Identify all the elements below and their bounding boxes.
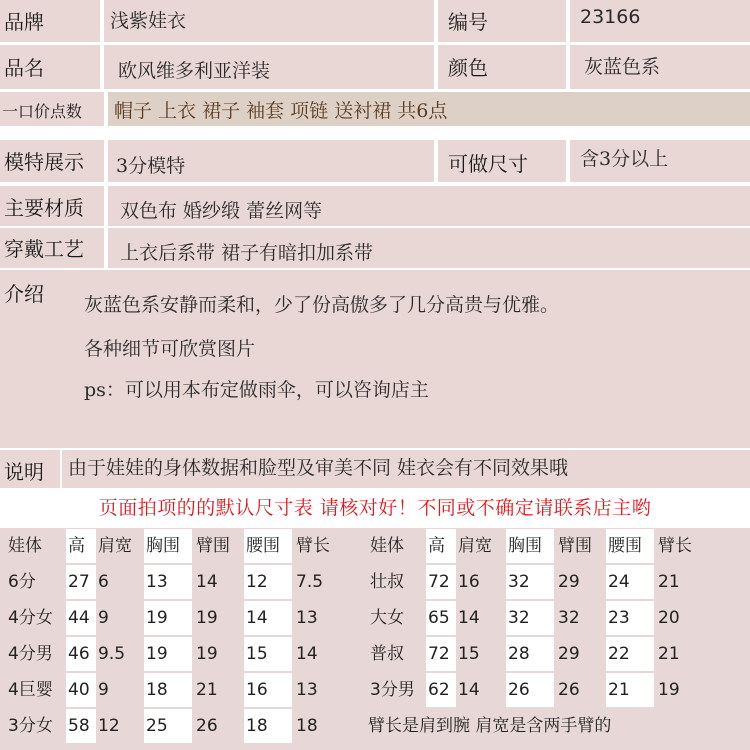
size-table <box>0 528 750 750</box>
color-value: 灰蓝色系 <box>570 45 750 89</box>
right-header-cell: 娃体 <box>370 536 404 556</box>
left-row-cell: 9.5 <box>98 644 126 664</box>
left-row-cell: 15 <box>244 637 292 671</box>
right-row-cell: 28 <box>506 637 554 671</box>
table-footnote: 臂长是肩到腕 肩宽是含两手臂的 <box>368 716 612 736</box>
price-label: 一口价点数 <box>0 92 104 126</box>
intro-line-2: 各种细节可欣赏图片 <box>84 338 256 360</box>
size-notice: 页面拍项的的默认尺寸表 请核对好！不同或不确定请联系店主哟 <box>98 497 652 519</box>
left-row-cell: 26 <box>196 716 218 736</box>
code-label: 编号 <box>438 0 566 42</box>
left-row-cell: 19 <box>196 608 218 628</box>
left-row-cell: 3分女 <box>8 716 53 736</box>
left-row-cell: 9 <box>98 680 109 700</box>
name-value: 欧风维多利亚洋装 <box>104 45 434 89</box>
left-row-cell: 14 <box>296 644 318 664</box>
left-row-cell: 18 <box>296 716 318 736</box>
right-row-cell: 21 <box>658 572 680 592</box>
note-value: 由于娃娃的身体数据和脸型及审美不同 娃衣会有不同效果哦 <box>62 450 750 488</box>
left-header-cell: 胸围 <box>144 529 192 563</box>
left-row-cell: 12 <box>244 565 292 599</box>
right-row-cell: 3分男 <box>370 680 415 700</box>
right-header-cell: 腰围 <box>606 529 654 563</box>
wear-value: 上衣后系带 裙子有暗扣加系带 <box>108 228 750 268</box>
left-row-cell: 12 <box>98 716 120 736</box>
left-header-cell: 臂围 <box>196 536 230 556</box>
left-row-cell: 7.5 <box>296 572 324 592</box>
model-label: 模特展示 <box>0 140 104 182</box>
left-row-cell: 19 <box>144 637 192 671</box>
left-row-cell: 16 <box>244 673 292 707</box>
right-row-cell: 19 <box>658 680 680 700</box>
intro-line-3: ps：可以用本布定做雨伞，可以咨询店主 <box>84 379 429 401</box>
left-row-cell: 4分女 <box>8 608 53 628</box>
right-row-cell: 65 <box>426 601 456 635</box>
intro-line-1: 灰蓝色系安静而柔和，少了份高傲多了几分高贵与优雅。 <box>84 294 560 316</box>
left-header-cell: 腰围 <box>244 529 292 563</box>
left-row-cell: 40 <box>66 673 96 707</box>
right-row-cell: 大女 <box>370 608 404 628</box>
right-row-cell: 32 <box>506 565 554 599</box>
left-row-cell: 6分 <box>8 572 36 592</box>
right-row-cell: 72 <box>426 637 456 671</box>
left-row-cell: 4巨婴 <box>8 680 53 700</box>
material-value: 双色布 婚纱缎 蕾丝网等 <box>108 186 750 226</box>
left-row-cell: 13 <box>296 608 318 628</box>
right-row-cell: 62 <box>426 673 456 707</box>
right-header-cell: 臂长 <box>658 536 692 556</box>
right-row-cell: 24 <box>606 565 654 599</box>
right-row-cell: 23 <box>606 601 654 635</box>
left-header-cell: 高 <box>66 529 96 563</box>
right-row-cell: 26 <box>506 673 554 707</box>
brand-label: 品牌 <box>0 0 100 42</box>
right-header-cell: 肩宽 <box>458 536 492 556</box>
code-value: 23166 <box>570 0 750 42</box>
left-header-cell: 肩宽 <box>98 536 132 556</box>
right-row-cell: 72 <box>426 565 456 599</box>
right-row-cell: 15 <box>458 644 480 664</box>
right-row-cell: 22 <box>606 637 654 671</box>
right-row-cell: 32 <box>558 608 580 628</box>
right-row-cell: 14 <box>458 608 480 628</box>
left-row-cell: 58 <box>66 709 96 743</box>
right-header-cell: 臂围 <box>558 536 592 556</box>
size-label: 可做尺寸 <box>438 140 566 182</box>
right-header-cell: 胸围 <box>506 529 554 563</box>
left-row-cell: 18 <box>244 709 292 743</box>
left-row-cell: 4分男 <box>8 644 53 664</box>
left-row-cell: 13 <box>296 680 318 700</box>
intro-label: 介绍 <box>4 282 44 306</box>
right-row-cell: 29 <box>558 644 580 664</box>
left-row-cell: 46 <box>66 637 96 671</box>
right-row-cell: 普叔 <box>370 644 404 664</box>
right-row-cell: 20 <box>658 608 680 628</box>
right-row-cell: 壮叔 <box>370 572 404 592</box>
model-value: 3分模特 <box>108 140 434 182</box>
material-label: 主要材质 <box>0 186 104 226</box>
note-label: 说明 <box>0 450 60 488</box>
right-row-cell: 21 <box>658 644 680 664</box>
right-row-cell: 32 <box>506 601 554 635</box>
right-header-cell: 高 <box>426 529 456 563</box>
right-row-cell: 29 <box>558 572 580 592</box>
right-row-cell: 14 <box>458 680 480 700</box>
right-row-cell: 21 <box>606 673 654 707</box>
left-header-cell: 娃体 <box>8 536 42 556</box>
wear-label: 穿戴工艺 <box>0 228 104 268</box>
left-row-cell: 21 <box>196 680 218 700</box>
left-row-cell: 27 <box>66 565 96 599</box>
color-label: 颜色 <box>438 45 566 89</box>
left-row-cell: 44 <box>66 601 96 635</box>
left-row-cell: 25 <box>144 709 192 743</box>
size-value: 含3分以上 <box>570 140 750 182</box>
right-row-cell: 16 <box>458 572 480 592</box>
left-row-cell: 14 <box>244 601 292 635</box>
left-row-cell: 19 <box>196 644 218 664</box>
left-header-cell: 臂长 <box>296 536 330 556</box>
left-row-cell: 19 <box>144 601 192 635</box>
price-value: 帽子 上衣 裙子 袖套 项链 送衬裙 共6点 <box>108 92 750 126</box>
left-row-cell: 6 <box>98 572 109 592</box>
left-row-cell: 9 <box>98 608 109 628</box>
brand-value: 浅紫娃衣 <box>104 0 434 42</box>
name-label: 品名 <box>0 45 100 89</box>
left-row-cell: 18 <box>144 673 192 707</box>
left-row-cell: 14 <box>196 572 218 592</box>
right-row-cell: 26 <box>558 680 580 700</box>
left-row-cell: 13 <box>144 565 192 599</box>
